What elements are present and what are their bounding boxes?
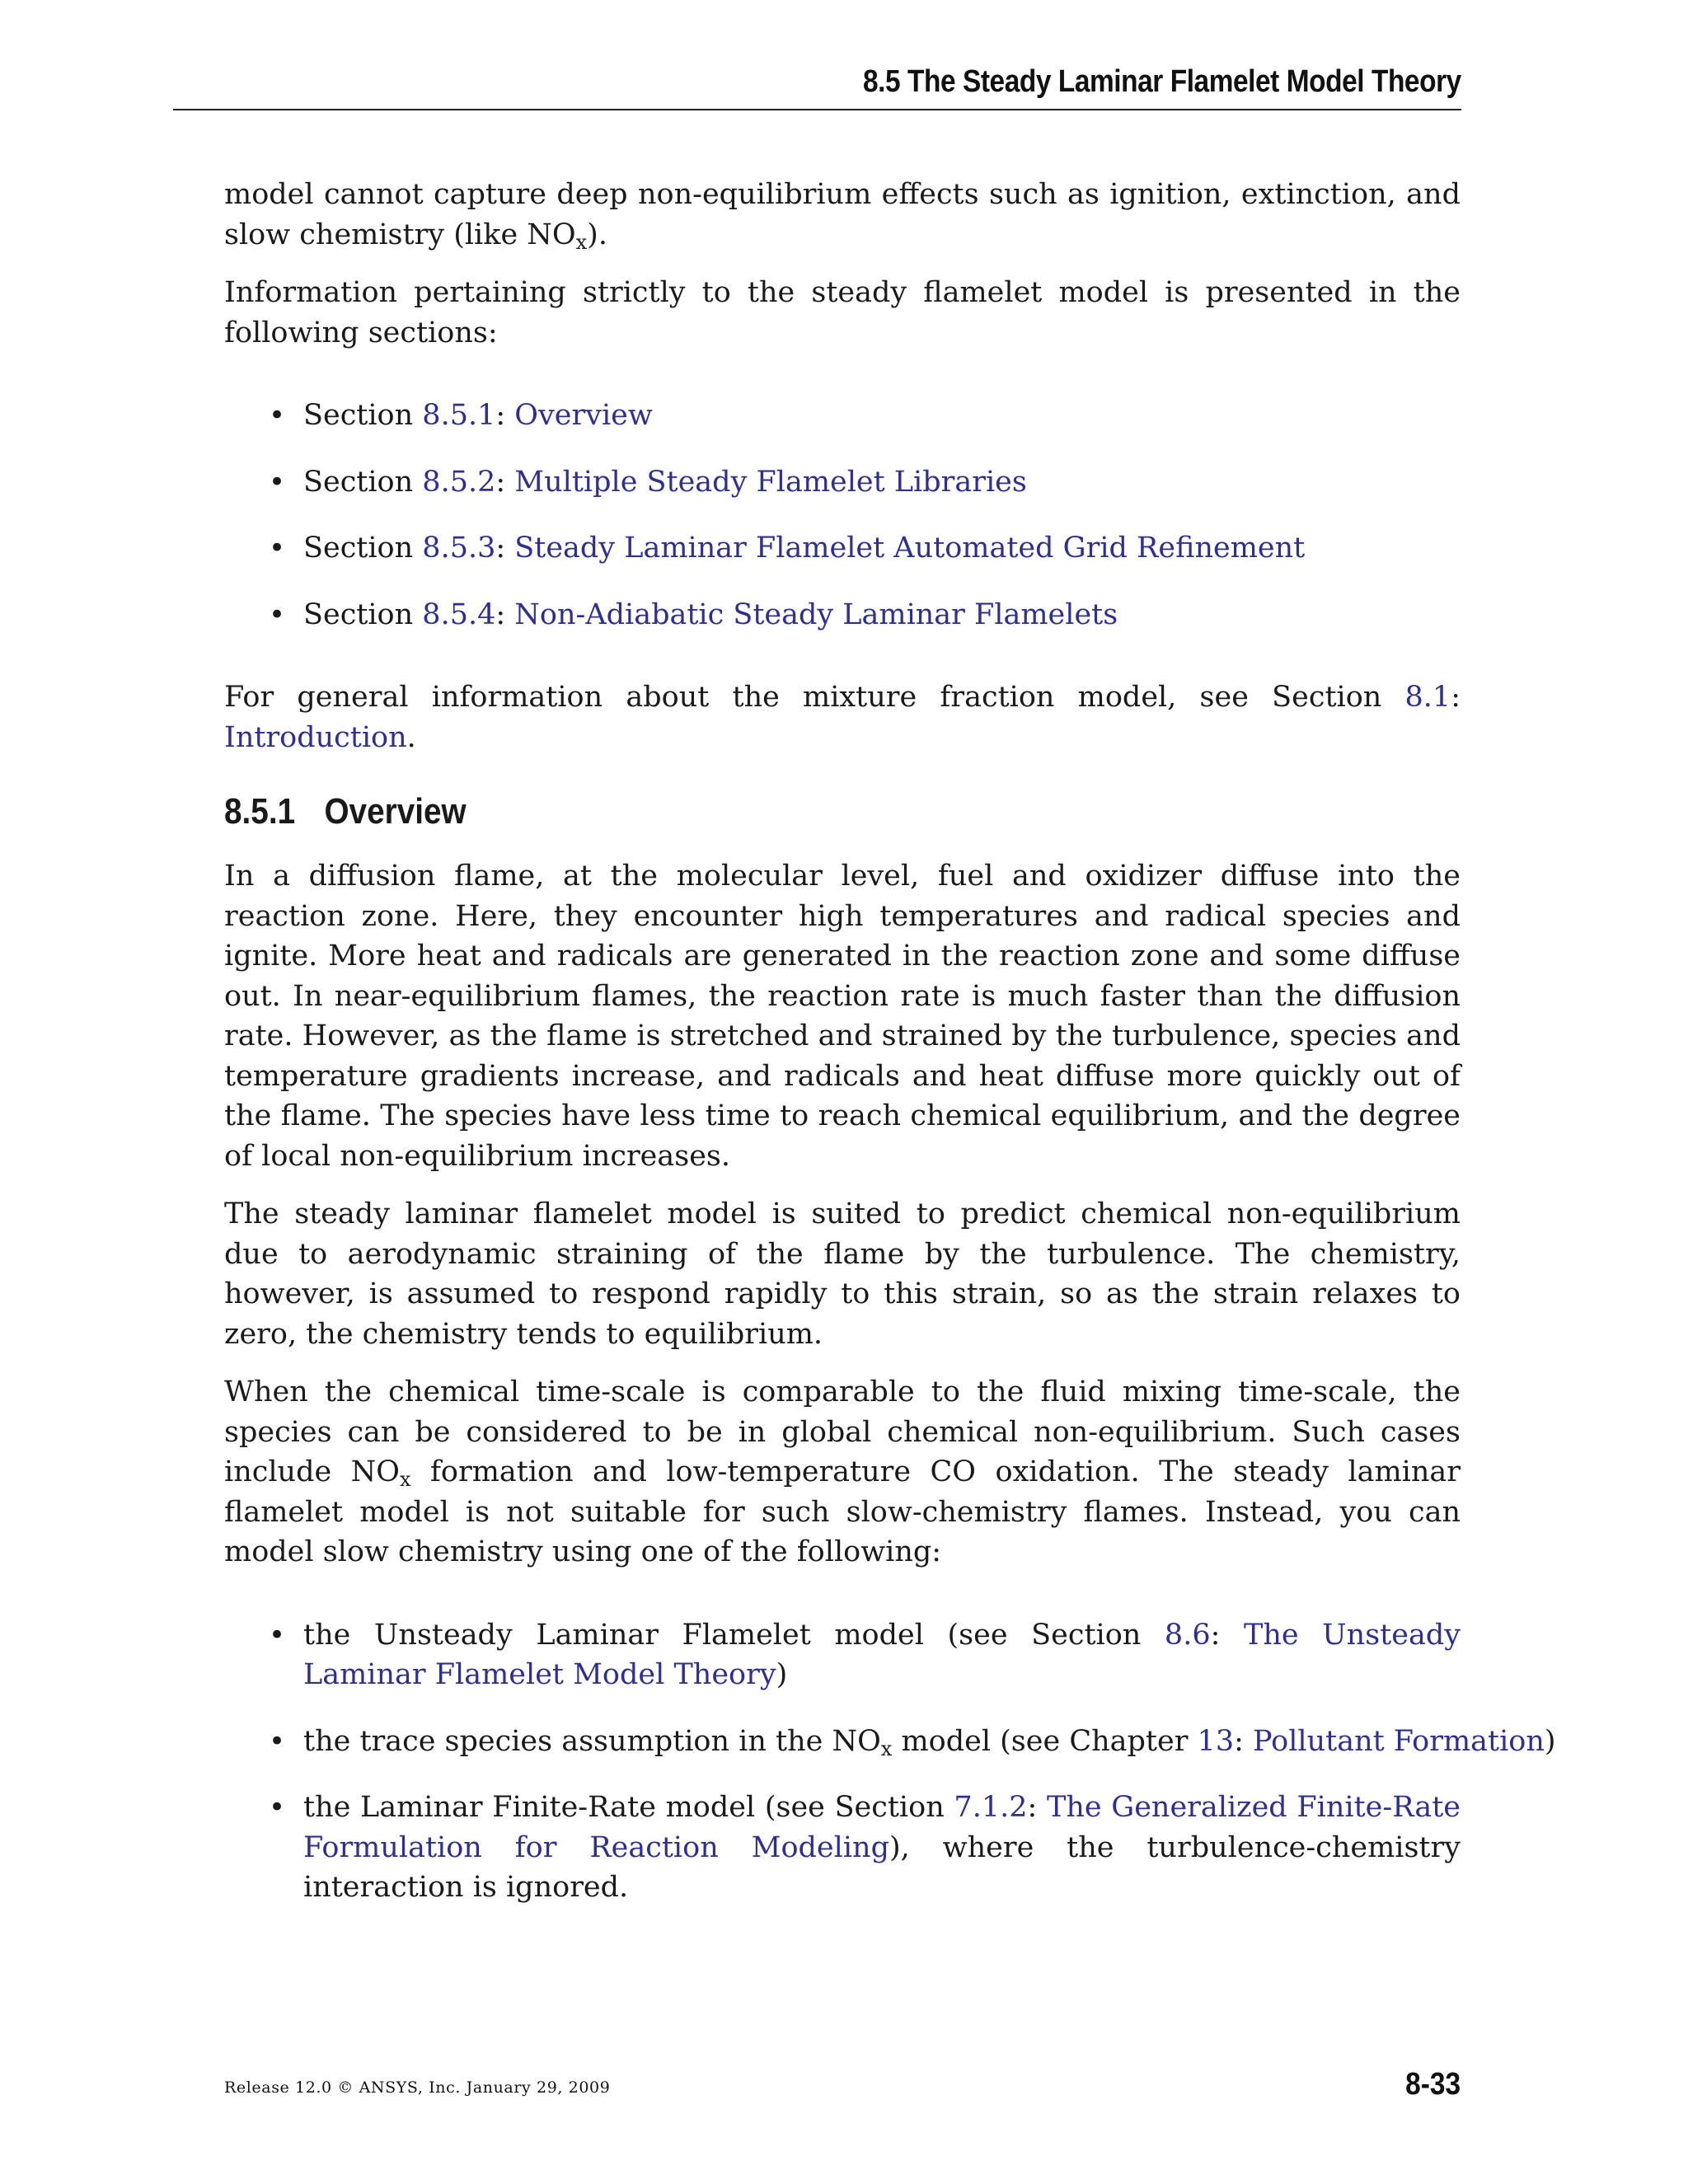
paragraph-intro-continuation: model cannot capture deep non-equilibrium effects such as ignition, extinction, and slow chemistry (like $NO_x$). — [224, 178, 1461, 254]
page-content — [224, 175, 1556, 1908]
page-header — [173, 58, 1461, 110]
options-list — [224, 1615, 1556, 1908]
section-link-grid-refinement[interactable]: Steady Laminar Flamelet Automated Grid Refinement — [514, 532, 1306, 565]
section-link-multiple-libraries[interactable]: Multiple Steady Flamelet Libraries — [514, 465, 1027, 499]
section-link-8-6[interactable]: 8.6 — [1164, 1618, 1211, 1652]
subscript-x: x — [575, 230, 588, 254]
section-link-non-adiabatic[interactable]: Non-Adiabatic Steady Laminar Flamelets — [514, 598, 1118, 631]
list-item: • Section 8.5.3: Steady Laminar Flamelet Automated Grid Refinement — [224, 528, 1461, 569]
paragraph-general-info: For general information about the mixture fraction model, see Section 8.1: Introduction. — [224, 681, 1461, 754]
section-link-finite-rate[interactable]: The Generalized Finite-Rate Formulation for Reaction Modeling — [303, 1791, 1461, 1864]
list-item: • the Unsteady Laminar Flamelet model (see Section 8.6: The Unsteady Laminar Flamelet Model Theory) — [224, 1615, 1461, 1695]
header-title: 8.5 The Steady Laminar Flamelet Model Theory — [863, 64, 1461, 99]
list-item: • Section 8.5.2: Multiple Steady Flamelet Libraries — [224, 462, 1461, 503]
section-heading-title: Overview — [324, 791, 467, 832]
section-link-introduction[interactable]: Introduction — [224, 720, 407, 754]
section-link-8-5-3[interactable]: 8.5.3 — [422, 532, 496, 565]
subscript-x: x — [880, 1736, 893, 1760]
chapter-link-13[interactable]: 13 — [1197, 1724, 1235, 1758]
paragraph-time-scale: When the chemical time-scale is comparable to the fluid mixing time-scale, the species can be considered to be in global chemical non-equilibrium. Such cases include $NO_x$ formation and low-temperature CO oxidation. The steady laminar flamelet model is not suitable for such slow-chemistry flames. Instead, you can model slow chemistry using one of the following: — [224, 1376, 1461, 1568]
list-item: • Section 8.5.4: Non-Adiabatic Steady Laminar Flamelets — [224, 595, 1461, 635]
section-link-7-1-2[interactable]: 7.1.2 — [954, 1791, 1028, 1824]
paragraph-diffusion-flame: In a diffusion flame, at the molecular level, fuel and oxidizer diffuse into the reaction zone. Here, they encounter high temperatures and radical species and ignite. More heat and radicals are generated in the reaction zone and some diffuse out. In near-equilibrium flames, the reaction rate is much faster than the diffusion rate. However, as the flame is stretched and strained by the turbulence, species and temperature gradients increase, and radicals and heat diffuse more quickly out of the flame. The species have less time to reach chemical equilibrium, and the degree of local non-equilibrium increases. — [224, 860, 1461, 1173]
section-link-8-5-4[interactable]: 8.5.4 — [422, 598, 496, 631]
list-item: • the trace species assumption in the $NO_x$ model (see Chapter 13: Pollutant Formation) — [224, 1722, 1461, 1762]
chapter-link-pollutant-formation[interactable]: Pollutant Formation — [1253, 1724, 1545, 1758]
section-link-overview[interactable]: Overview — [514, 399, 653, 432]
list-item: • the Laminar Finite-Rate model (see Section 7.1.2: The Generalized Finite-Rate Formulation for Reaction Modeling), where the turbulence-chemistry interaction is ignored. — [224, 1788, 1461, 1908]
paragraph-steady-model: The steady laminar flamelet model is suited to predict chemical non-equilibrium due to aerodynamic straining of the flame by the turbulence. The chemistry, however, is assumed to respond rapidly to this strain, so as the strain relaxes to zero, the chemistry tends to equilibrium. — [224, 1197, 1461, 1351]
section-link-8-1[interactable]: 8.1 — [1404, 681, 1451, 714]
section-link-8-5-2[interactable]: 8.5.2 — [422, 465, 496, 499]
section-link-8-5-1[interactable]: 8.5.1 — [422, 399, 496, 432]
sections-list — [224, 396, 1461, 635]
section-heading — [224, 789, 1312, 835]
subscript-x: x — [399, 1468, 411, 1491]
footer-release: Release 12.0 © ANSYS, Inc. January 29, 2009 — [224, 2079, 611, 2097]
page-number: 8-33 — [1405, 2067, 1461, 2102]
section-heading-number: 8.5.1 — [224, 791, 296, 832]
section-link-unsteady-flamelet[interactable]: The Unsteady Laminar Flamelet Model Theory — [303, 1618, 1461, 1691]
paragraph-sections-intro: Information pertaining strictly to the steady flamelet model is presented in the following sections: — [224, 276, 1461, 349]
list-item: • Section 8.5.1: Overview — [224, 396, 1461, 436]
